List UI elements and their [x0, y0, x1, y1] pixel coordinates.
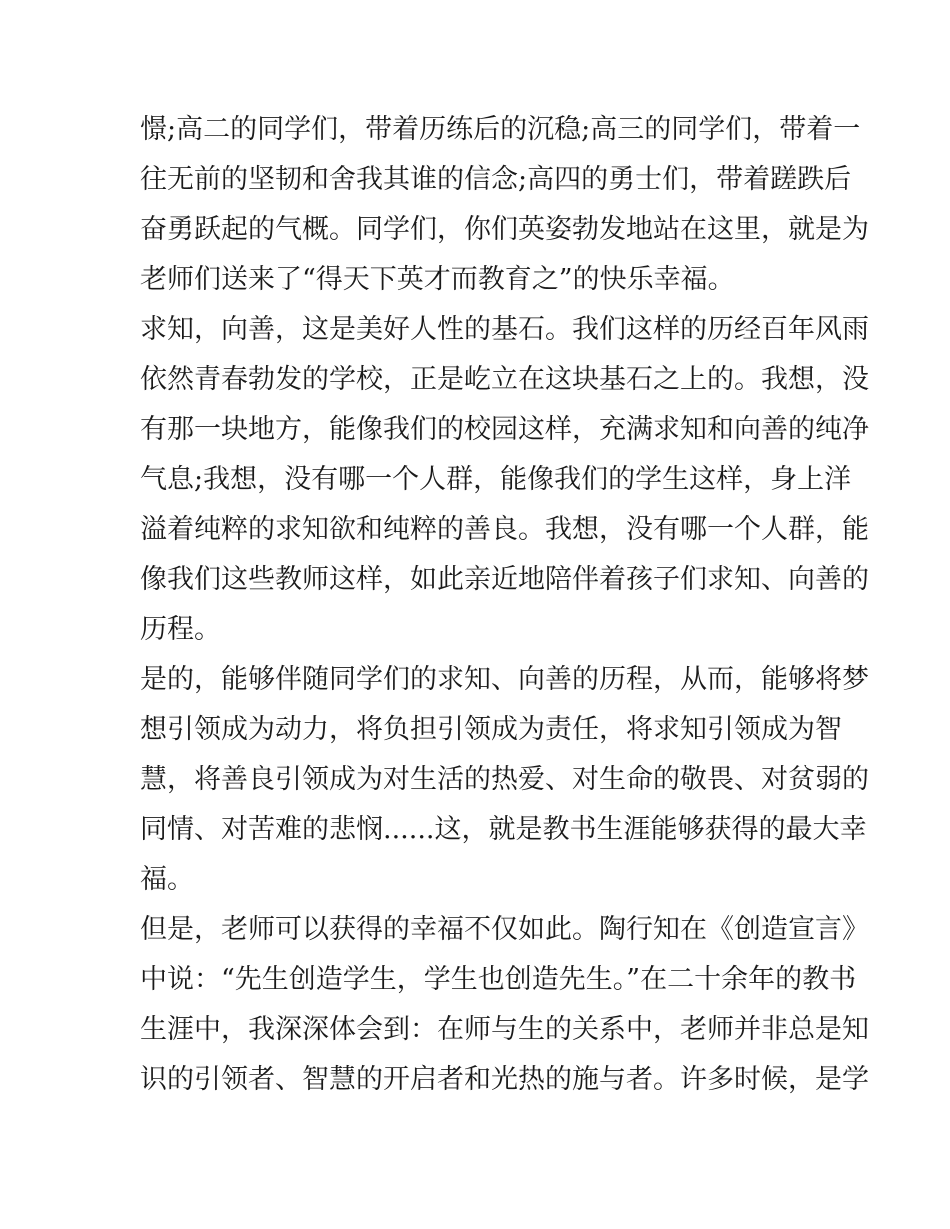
text-line: 依然青春勃发的学校，正是屹立在这块基石之上的。我想，没	[140, 364, 869, 395]
text-line: 憬;高二的同学们，带着历练后的沉稳;高三的同学们，带着一	[140, 114, 861, 145]
paragraph-3	[140, 655, 869, 905]
text-line: 识的引领者、智慧的开启者和光热的施与者。许多时候，是学	[140, 1064, 869, 1095]
text-line: 往无前的坚韧和舍我其谁的信念;高四的勇士们，带着蹉跌后	[140, 164, 852, 195]
text-line: 生涯中，我深深体会到：在师与生的关系中，老师并非总是知	[140, 1014, 869, 1045]
text-line: 老师们送来了“得天下英才而教育之”的快乐幸福。	[140, 264, 735, 295]
text-line: 福。	[140, 864, 194, 895]
text-line: 同情、对苦难的悲悯......这，就是教书生涯能够获得的最大幸	[140, 814, 867, 845]
text-line: 溢着纯粹的求知欲和纯粹的善良。我想，没有哪一个人群，能	[140, 514, 869, 545]
text-line: 奋勇跃起的气概。同学们，你们英姿勃发地站在这里，就是为	[140, 214, 869, 245]
paragraph-2	[140, 305, 869, 655]
text-line: 想引领成为动力，将负担引领成为责任，将求知引领成为智	[140, 714, 842, 745]
text-line: 但是，老师可以获得的幸福不仅如此。陶行知在《创造宣言》	[140, 914, 869, 945]
text-line: 有那一块地方，能像我们的校园这样，充满求知和向善的纯净	[140, 414, 869, 445]
text-line: 像我们这些教师这样，如此亲近地陪伴着孩子们求知、向善的	[140, 564, 869, 595]
text-line: 气息;我想，没有哪一个人群，能像我们的学生这样，身上洋	[140, 464, 852, 495]
text-line: 慧，将善良引领成为对生活的热爱、对生命的敬畏、对贫弱的	[140, 764, 869, 795]
text-line: 中说：“先生创造学生，学生也创造先生。”在二十余年的教书	[140, 964, 857, 995]
text-line: 求知，向善，这是美好人性的基石。我们这样的历经百年风雨	[140, 314, 869, 345]
text-line: 历程。	[140, 614, 221, 645]
paragraph-4	[140, 905, 869, 1105]
document-body	[140, 105, 869, 1105]
paragraph-1	[140, 105, 869, 305]
text-line: 是的，能够伴随同学们的求知、向善的历程，从而，能够将梦	[140, 664, 869, 695]
